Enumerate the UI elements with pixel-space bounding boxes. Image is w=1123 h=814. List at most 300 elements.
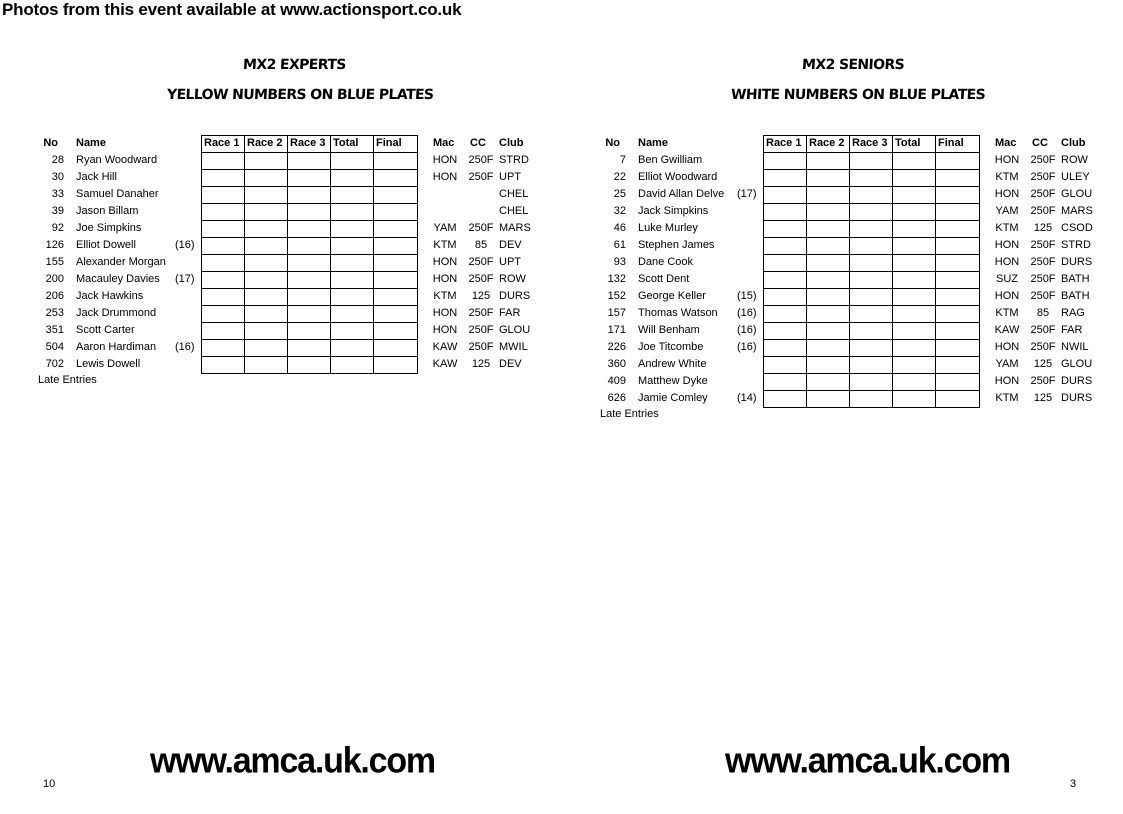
- rider-number: 32: [613, 205, 626, 217]
- score-box-race-1[interactable]: [202, 255, 245, 271]
- rider-number: 200: [45, 273, 64, 285]
- rider-club: GLOU: [1061, 188, 1093, 200]
- rider-number: 253: [45, 307, 64, 319]
- left-plate-colors: YELLOW NUMBERS ON BLUE PLATES: [166, 87, 434, 103]
- score-box-final[interactable]: [936, 289, 979, 305]
- header-name: Name: [76, 137, 106, 149]
- score-box-race-3[interactable]: [850, 340, 893, 356]
- score-box-final[interactable]: [936, 221, 979, 237]
- rider-club: FAR: [499, 307, 521, 319]
- score-box-race-3[interactable]: [850, 289, 893, 305]
- table-row: [598, 186, 1108, 203]
- rider-club: FAR: [1061, 324, 1083, 336]
- score-box-race-2[interactable]: [807, 170, 850, 186]
- header-mac: Mac: [995, 137, 1017, 149]
- rider-machine: KAW: [994, 324, 1020, 336]
- race-grid-bottom-border: [763, 407, 980, 408]
- race-score-boxes: [763, 254, 980, 271]
- score-box-total[interactable]: [331, 306, 374, 322]
- race-score-boxes: [201, 169, 418, 186]
- table-row: [36, 339, 546, 356]
- table-row: [598, 288, 1108, 305]
- header-total: Total: [893, 136, 936, 152]
- rider-name: Joe Simpkins: [76, 222, 142, 234]
- table-row: [36, 237, 546, 254]
- score-box-race-2[interactable]: [807, 306, 850, 322]
- rider-name: Elliot Dowell: [76, 239, 136, 251]
- score-box-race-3[interactable]: [288, 153, 331, 169]
- score-box-final[interactable]: [374, 187, 417, 203]
- race-score-boxes: [201, 356, 418, 373]
- rider-age: (16): [175, 341, 195, 353]
- rider-name: David Allan Delve: [638, 188, 725, 200]
- score-box-total[interactable]: [893, 187, 936, 203]
- score-box-race-3[interactable]: [850, 306, 893, 322]
- score-box-final[interactable]: [374, 323, 417, 339]
- score-box-race-2[interactable]: [807, 187, 850, 203]
- score-box-race-2[interactable]: [245, 238, 288, 254]
- score-box-race-2[interactable]: [245, 323, 288, 339]
- score-box-race-2[interactable]: [807, 238, 850, 254]
- score-box-race-3[interactable]: [850, 391, 893, 407]
- score-box-final[interactable]: [936, 238, 979, 254]
- score-box-race-1[interactable]: [764, 238, 807, 254]
- rider-number: 152: [607, 290, 626, 302]
- table-row: [598, 305, 1108, 322]
- score-box-race-3[interactable]: [288, 187, 331, 203]
- score-box-race-1[interactable]: [202, 357, 245, 373]
- score-box-race-2[interactable]: [245, 306, 288, 322]
- table-row: [598, 271, 1108, 288]
- right-entry-list: [598, 135, 1108, 407]
- score-box-final[interactable]: [374, 272, 417, 288]
- rider-cc: 250F: [1030, 239, 1056, 251]
- score-box-race-1[interactable]: [764, 187, 807, 203]
- score-box-race-3[interactable]: [288, 340, 331, 356]
- table-row: [36, 305, 546, 322]
- score-box-race-1[interactable]: [202, 221, 245, 237]
- rider-age: (16): [737, 341, 757, 353]
- rider-club: STRD: [499, 154, 529, 166]
- score-box-race-2[interactable]: [245, 340, 288, 356]
- score-box-total[interactable]: [893, 289, 936, 305]
- header-race-1: Race 1: [764, 136, 807, 152]
- rider-machine: HON: [432, 273, 458, 285]
- score-box-total[interactable]: [331, 170, 374, 186]
- score-box-race-3[interactable]: [850, 153, 893, 169]
- race-score-boxes: [763, 356, 980, 373]
- rider-cc: 250F: [1030, 256, 1056, 268]
- table-row: [36, 288, 546, 305]
- score-box-race-2[interactable]: [807, 391, 850, 407]
- score-box-race-2[interactable]: [245, 289, 288, 305]
- score-box-race-2[interactable]: [807, 255, 850, 271]
- rider-name: Ben Gwilliam: [638, 154, 703, 166]
- rider-club: BATH: [1061, 273, 1090, 285]
- score-box-final[interactable]: [936, 391, 979, 407]
- rider-machine: HON: [432, 256, 458, 268]
- score-box-race-1[interactable]: [764, 357, 807, 373]
- score-box-race-2[interactable]: [807, 272, 850, 288]
- rider-cc: 250F: [468, 324, 494, 336]
- right-page-number: 3: [1070, 778, 1077, 790]
- table-row: [36, 169, 546, 186]
- score-box-race-2[interactable]: [245, 272, 288, 288]
- score-box-final[interactable]: [936, 323, 979, 339]
- score-box-race-2[interactable]: [245, 170, 288, 186]
- score-box-total[interactable]: [893, 204, 936, 220]
- score-box-race-1[interactable]: [202, 170, 245, 186]
- rider-club: BATH: [1061, 290, 1090, 302]
- score-box-race-1[interactable]: [764, 153, 807, 169]
- score-box-final[interactable]: [374, 306, 417, 322]
- rider-name: Jack Hill: [76, 171, 117, 183]
- score-box-race-3[interactable]: [288, 221, 331, 237]
- rider-age: (17): [175, 273, 195, 285]
- rider-club: DURS: [1061, 256, 1093, 268]
- score-box-race-2[interactable]: [807, 221, 850, 237]
- score-box-race-1[interactable]: [764, 221, 807, 237]
- race-score-boxes: [201, 152, 418, 169]
- table-row: [598, 373, 1108, 390]
- rider-cc: 250F: [1030, 273, 1056, 285]
- rider-machine: HON: [994, 239, 1020, 251]
- score-box-total[interactable]: [893, 272, 936, 288]
- score-box-race-1[interactable]: [764, 272, 807, 288]
- table-row: [598, 152, 1108, 169]
- rider-machine: HON: [432, 154, 458, 166]
- rider-machine: HON: [994, 256, 1020, 268]
- score-box-race-1[interactable]: [202, 272, 245, 288]
- race-score-boxes: [201, 186, 418, 203]
- rider-cc: 250F: [1030, 290, 1056, 302]
- rider-machine: HON: [432, 171, 458, 183]
- race-score-boxes: [201, 254, 418, 271]
- score-box-final[interactable]: [936, 340, 979, 356]
- rider-name: Jack Drummond: [76, 307, 157, 319]
- score-box-race-2[interactable]: [245, 221, 288, 237]
- rider-cc: 250F: [468, 256, 494, 268]
- rider-name: Jack Simpkins: [638, 205, 709, 217]
- score-box-final[interactable]: [936, 272, 979, 288]
- score-box-final[interactable]: [374, 221, 417, 237]
- header-race-3: Race 3: [288, 136, 331, 152]
- score-box-race-3[interactable]: [850, 221, 893, 237]
- rider-cc: 250F: [1030, 205, 1056, 217]
- score-box-final[interactable]: [374, 255, 417, 271]
- score-box-race-2[interactable]: [807, 289, 850, 305]
- rider-number: 126: [45, 239, 64, 251]
- rider-machine: HON: [994, 154, 1020, 166]
- table-header: [598, 135, 1108, 152]
- score-box-race-1[interactable]: [764, 289, 807, 305]
- table-row: [598, 237, 1108, 254]
- header-race-3: Race 3: [850, 136, 893, 152]
- table-row: [598, 203, 1108, 220]
- score-box-total[interactable]: [331, 272, 374, 288]
- race-columns-header: [763, 135, 980, 152]
- rider-name: Andrew White: [638, 358, 707, 370]
- rider-machine: SUZ: [996, 273, 1018, 285]
- rider-number: 28: [51, 154, 64, 166]
- score-box-total[interactable]: [893, 221, 936, 237]
- score-box-race-3[interactable]: [288, 306, 331, 322]
- rider-cc: 250F: [468, 154, 494, 166]
- score-box-race-3[interactable]: [288, 323, 331, 339]
- table-row: [36, 271, 546, 288]
- score-box-total[interactable]: [331, 153, 374, 169]
- race-score-boxes: [763, 373, 980, 390]
- table-row: [598, 169, 1108, 186]
- score-box-final[interactable]: [936, 374, 979, 390]
- score-box-race-3[interactable]: [288, 289, 331, 305]
- score-box-race-2[interactable]: [807, 340, 850, 356]
- score-box-total[interactable]: [893, 153, 936, 169]
- score-box-race-3[interactable]: [850, 323, 893, 339]
- header-final: Final: [938, 137, 964, 149]
- score-box-race-2[interactable]: [245, 204, 288, 220]
- score-box-final[interactable]: [936, 357, 979, 373]
- rider-cc: 250F: [1030, 188, 1056, 200]
- score-box-total[interactable]: [893, 357, 936, 373]
- rider-club: DURS: [1061, 392, 1093, 404]
- score-box-race-2[interactable]: [807, 323, 850, 339]
- score-box-race-3[interactable]: [288, 204, 331, 220]
- score-box-race-1[interactable]: [764, 340, 807, 356]
- rider-cc: 125: [1033, 392, 1053, 404]
- score-box-total[interactable]: [331, 289, 374, 305]
- rider-club: GLOU: [1061, 358, 1093, 370]
- rider-cc: 250F: [468, 273, 494, 285]
- rider-name: Joe Titcombe: [638, 341, 704, 353]
- score-box-race-3[interactable]: [288, 255, 331, 271]
- race-score-boxes: [201, 271, 418, 288]
- rider-club: ROW: [499, 273, 526, 285]
- table-row: [36, 220, 546, 237]
- header-mac: Mac: [433, 137, 455, 149]
- header-race-1: Race 1: [202, 136, 245, 152]
- rider-cc: 250F: [1030, 324, 1056, 336]
- score-box-final[interactable]: [936, 204, 979, 220]
- score-box-race-1[interactable]: [202, 323, 245, 339]
- race-score-boxes: [201, 288, 418, 305]
- score-box-race-1[interactable]: [764, 391, 807, 407]
- rider-number: 92: [51, 222, 64, 234]
- score-box-race-2[interactable]: [807, 357, 850, 373]
- score-box-final[interactable]: [374, 357, 417, 373]
- rider-machine: YAM: [433, 222, 457, 234]
- rider-club: DURS: [1061, 375, 1093, 387]
- score-box-total[interactable]: [331, 357, 374, 373]
- score-box-race-1[interactable]: [202, 306, 245, 322]
- score-box-total[interactable]: [893, 374, 936, 390]
- score-box-race-1[interactable]: [764, 374, 807, 390]
- score-box-race-3[interactable]: [850, 170, 893, 186]
- race-score-boxes: [201, 305, 418, 322]
- rider-machine: KTM: [995, 171, 1019, 183]
- rider-age: (14): [737, 392, 757, 404]
- score-box-race-1[interactable]: [202, 187, 245, 203]
- rider-number: 206: [45, 290, 64, 302]
- score-box-race-3[interactable]: [850, 357, 893, 373]
- score-box-final[interactable]: [374, 204, 417, 220]
- rider-number: 626: [607, 392, 626, 404]
- rider-number: 33: [51, 188, 64, 200]
- score-box-race-2[interactable]: [245, 187, 288, 203]
- score-box-race-1[interactable]: [202, 204, 245, 220]
- score-box-total[interactable]: [331, 238, 374, 254]
- rider-machine: YAM: [995, 205, 1019, 217]
- score-box-final[interactable]: [936, 170, 979, 186]
- score-box-race-2[interactable]: [807, 153, 850, 169]
- score-box-total[interactable]: [331, 340, 374, 356]
- table-row: [598, 322, 1108, 339]
- score-box-race-3[interactable]: [850, 187, 893, 203]
- rider-club: DEV: [499, 239, 522, 251]
- watermark-banner: Photos from this event available at www.actionsport.co.uk: [2, 0, 462, 19]
- rider-number: 360: [607, 358, 626, 370]
- table-row: [36, 356, 546, 373]
- score-box-race-1[interactable]: [202, 289, 245, 305]
- rider-machine: YAM: [995, 358, 1019, 370]
- rider-club: CHEL: [499, 205, 529, 217]
- score-box-total[interactable]: [331, 221, 374, 237]
- race-score-boxes: [201, 237, 418, 254]
- race-score-boxes: [201, 220, 418, 237]
- score-box-total[interactable]: [331, 204, 374, 220]
- rider-name: Will Benham: [638, 324, 700, 336]
- rider-name: Jamie Comley: [638, 392, 708, 404]
- header-race-2: Race 2: [807, 136, 850, 152]
- race-score-boxes: [763, 186, 980, 203]
- left-page-number: 10: [43, 778, 56, 790]
- score-box-race-2[interactable]: [807, 204, 850, 220]
- header-total: Total: [331, 136, 374, 152]
- rider-number: 132: [607, 273, 626, 285]
- race-score-boxes: [763, 305, 980, 322]
- score-box-race-1[interactable]: [202, 238, 245, 254]
- rider-club: ROW: [1061, 154, 1088, 166]
- score-box-final[interactable]: [374, 170, 417, 186]
- score-box-total[interactable]: [893, 170, 936, 186]
- rider-name: Samuel Danaher: [76, 188, 159, 200]
- header-cc: CC: [1032, 137, 1048, 149]
- table-row: [598, 356, 1108, 373]
- score-box-final[interactable]: [936, 153, 979, 169]
- rider-machine: KTM: [995, 222, 1019, 234]
- rider-machine: KAW: [432, 341, 458, 353]
- score-box-final[interactable]: [936, 306, 979, 322]
- score-box-race-3[interactable]: [288, 357, 331, 373]
- table-row: [598, 254, 1108, 271]
- score-box-race-2[interactable]: [245, 153, 288, 169]
- rider-name: Matthew Dyke: [638, 375, 708, 387]
- score-box-final[interactable]: [374, 153, 417, 169]
- score-box-race-3[interactable]: [850, 255, 893, 271]
- rider-cc: 250F: [468, 222, 494, 234]
- rider-name: Stephen James: [638, 239, 715, 251]
- score-box-race-3[interactable]: [850, 238, 893, 254]
- score-box-race-2[interactable]: [245, 255, 288, 271]
- rider-machine: KTM: [433, 239, 457, 251]
- score-box-total[interactable]: [331, 187, 374, 203]
- score-box-race-3[interactable]: [288, 272, 331, 288]
- race-score-boxes: [763, 271, 980, 288]
- rider-machine: HON: [994, 188, 1020, 200]
- table-row: [598, 220, 1108, 237]
- rider-cc: 250F: [468, 171, 494, 183]
- race-score-boxes: [201, 339, 418, 356]
- rider-age: (17): [737, 188, 757, 200]
- score-box-race-1[interactable]: [202, 153, 245, 169]
- rider-club: DURS: [499, 290, 531, 302]
- rider-name: Jason Billam: [76, 205, 139, 217]
- score-box-total[interactable]: [893, 323, 936, 339]
- score-box-total[interactable]: [893, 391, 936, 407]
- score-box-final[interactable]: [936, 187, 979, 203]
- rider-club: MARS: [1061, 205, 1093, 217]
- score-box-total[interactable]: [893, 340, 936, 356]
- rider-name: Luke Murley: [638, 222, 698, 234]
- score-box-final[interactable]: [374, 340, 417, 356]
- score-box-race-1[interactable]: [202, 340, 245, 356]
- score-box-total[interactable]: [331, 255, 374, 271]
- score-box-total[interactable]: [893, 255, 936, 271]
- score-box-race-3[interactable]: [850, 272, 893, 288]
- right-footer-url: www.amca.uk.com: [725, 741, 1010, 781]
- score-box-race-2[interactable]: [245, 357, 288, 373]
- score-box-race-1[interactable]: [764, 323, 807, 339]
- rider-name: Lewis Dowell: [76, 358, 141, 370]
- score-box-total[interactable]: [893, 238, 936, 254]
- header-name: Name: [638, 137, 668, 149]
- rider-cc: 250F: [468, 341, 494, 353]
- score-box-race-3[interactable]: [850, 374, 893, 390]
- race-columns-header: [201, 135, 418, 152]
- score-box-race-1[interactable]: [764, 204, 807, 220]
- table-row: [598, 339, 1108, 356]
- score-box-race-1[interactable]: [764, 170, 807, 186]
- rider-name: Aaron Hardiman: [76, 341, 157, 353]
- score-box-final[interactable]: [936, 255, 979, 271]
- score-box-final[interactable]: [374, 238, 417, 254]
- score-box-final[interactable]: [374, 289, 417, 305]
- score-box-total[interactable]: [893, 306, 936, 322]
- score-box-race-3[interactable]: [850, 204, 893, 220]
- score-box-race-1[interactable]: [764, 306, 807, 322]
- left-footer-url: www.amca.uk.com: [150, 741, 435, 781]
- left-late-entries: Late Entries: [38, 374, 97, 386]
- table-row: [598, 390, 1108, 407]
- race-score-boxes: [763, 169, 980, 186]
- rider-club: ULEY: [1061, 171, 1090, 183]
- score-box-race-1[interactable]: [764, 255, 807, 271]
- score-box-total[interactable]: [331, 323, 374, 339]
- race-score-boxes: [201, 322, 418, 339]
- header-race-2: Race 2: [245, 136, 288, 152]
- header-final: Final: [376, 137, 402, 149]
- rider-number: 93: [613, 256, 626, 268]
- score-box-race-2[interactable]: [807, 374, 850, 390]
- rider-club: DEV: [499, 358, 522, 370]
- score-box-race-3[interactable]: [288, 238, 331, 254]
- race-score-boxes: [763, 390, 980, 407]
- score-box-race-3[interactable]: [288, 170, 331, 186]
- rider-cc: 125: [471, 290, 491, 302]
- rider-number: 25: [613, 188, 626, 200]
- rider-name: Alexander Morgan: [76, 256, 166, 268]
- rider-club: UPT: [499, 256, 521, 268]
